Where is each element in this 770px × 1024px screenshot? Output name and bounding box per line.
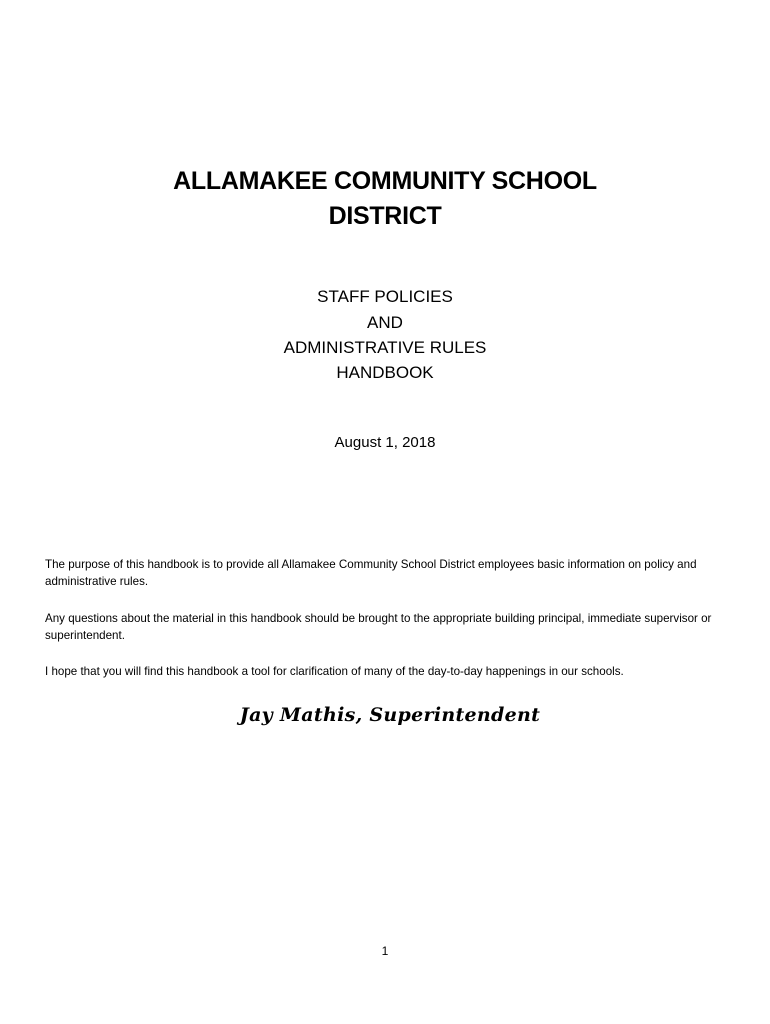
questions-paragraph: Any questions about the material in this handbook should be brought to the appropriate building principal, immediate supervisor or superintendent. (45, 611, 712, 642)
purpose-paragraph: The purpose of this handbook is to provide all Allamakee Community School District employees basic information on policy and administrative rules. (45, 557, 697, 588)
document-title-line-1: ALLAMAKEE COMMUNITY SCHOOL (173, 167, 597, 195)
signature-text: Jay Mathis, Superintendent (239, 704, 541, 726)
document-date: August 1, 2018 (334, 434, 436, 451)
signature (0, 704, 770, 726)
closing-paragraph: I hope that you will find this handbook a tool for clarification of many of the day-to-day happenings in our schools. (45, 664, 624, 678)
subtitle-line-2: AND (367, 313, 403, 332)
subtitle-line-4: HANDBOOK (336, 363, 434, 382)
page-number: 1 (381, 944, 389, 958)
subtitle-line-1: STAFF POLICIES (317, 287, 453, 306)
document-title-line-2: DISTRICT (328, 202, 442, 230)
subtitle-line-3: ADMINISTRATIVE RULES (283, 338, 487, 357)
